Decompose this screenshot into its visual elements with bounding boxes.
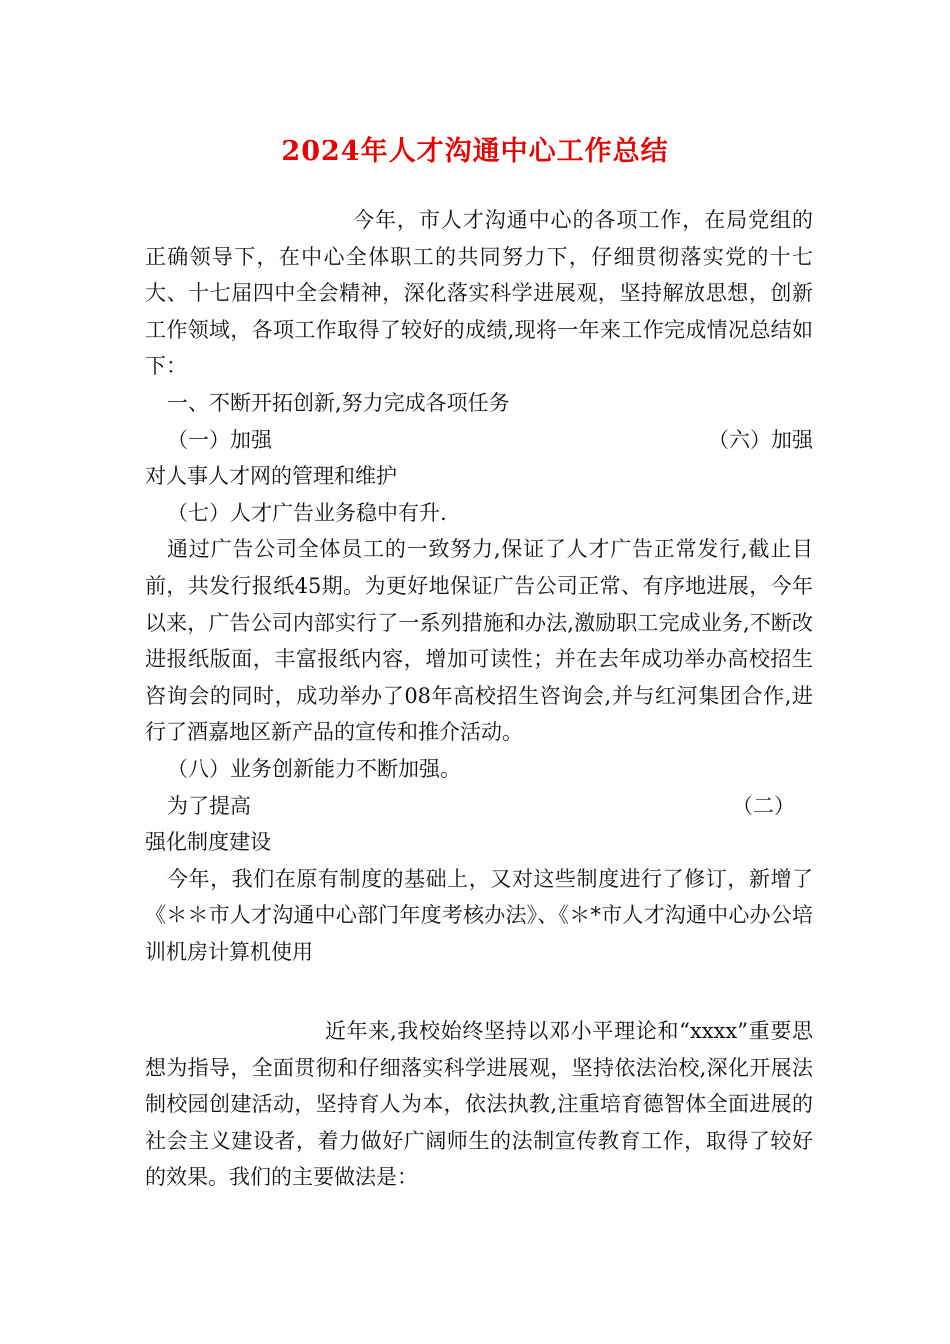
advertising-paragraph: 通过广告公司全体员工的一致努力,保证了人才广告正常发行,截止目前，共发行报纸45期。为更好地保证广告公司正常、有序地进展，今年以来，广告公司内部实行了一系列措施和办法,激励职工完成业务,不断改进报纸版面，丰富报纸内容，增加可读性；并在去年成功举办高校招生咨询会的同时，成功举办了08年高校招生咨询会,并与红河集团合作,进行了酒嘉地区新产品的宣传和推介活动。 <box>145 537 813 745</box>
heading-row-two <box>145 788 813 825</box>
heading-row-two-left: 为了提高 <box>167 793 251 818</box>
heading-row-one-right: （六）加强 <box>708 427 813 452</box>
heading-one: 一、不断开拓创新,努力完成各项任务 <box>167 390 510 415</box>
intro-paragraph: 今年，市人才沟通中心的各项工作，在局党组的正确领导下，在中心全体职工的共同努力下，仔细贯彻落实党的十七大、十七届四中全会精神，深化落实科学进展观，坚持解放思想，创新工作领域，各项工作取得了较好的成绩,现将一年来工作完成情况总结如下： <box>145 208 813 379</box>
line-network: 对人事人才网的管理和维护 <box>145 464 397 489</box>
section-upper <box>145 202 813 970</box>
line-system-building: 强化制度建设 <box>145 830 271 855</box>
document-title: 2024年人才沟通中心工作总结 <box>281 136 669 167</box>
section-lower <box>145 1013 813 1196</box>
system-paragraph: 今年，我们在原有制度的基础上，又对这些制度进行了修订，新增了《＊＊市人才沟通中心部门年度考核办法》、《＊*市人才沟通中心办公培训机房计算机使用 <box>145 866 813 964</box>
heading-eight: （八）业务创新能力不断加强。 <box>167 756 461 781</box>
heading-row-one <box>145 422 813 459</box>
heading-row-two-right: （二） <box>732 793 795 818</box>
heading-seven: （七）人才广告业务稳中有升. <box>167 500 447 525</box>
heading-row-one-left: （一）加强 <box>167 427 272 452</box>
school-paragraph: 近年来,我校始终坚持以邓小平理论和“xxxx”重要思想为指导，全面贯彻和仔细落实科学进展观，坚持依法治校,深化开展法制校园创建活动，坚持育人为本，依法执教,注重培育德智体全面进展的社会主义建设者，着力做好广阔师生的法制宣传教育工作，取得了较好的效果。我们的主要做法是： <box>145 1019 813 1190</box>
